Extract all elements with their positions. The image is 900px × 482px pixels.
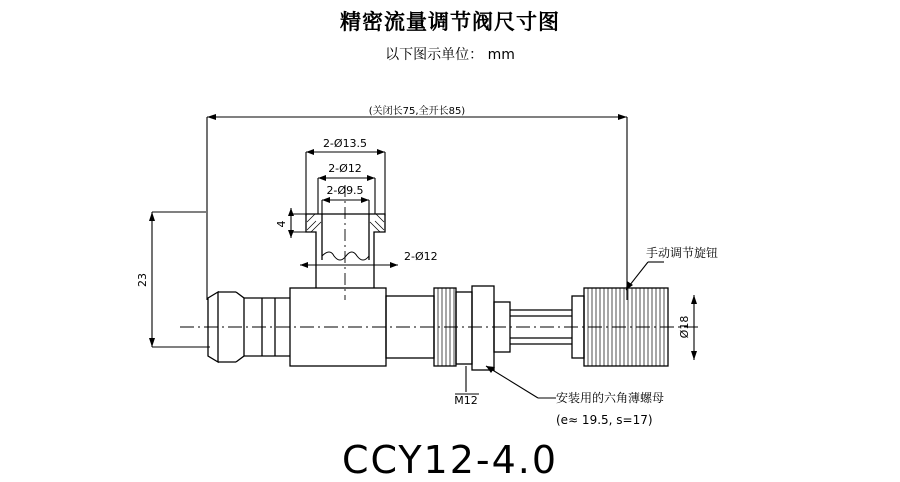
knob-diameter-dimension xyxy=(691,295,697,360)
flange-thickness-dimension xyxy=(288,208,316,238)
valve-body-outline xyxy=(208,214,668,370)
page-subtitle: 以下图示单位： mm xyxy=(385,47,515,63)
port-mid-label: 2-Ø12 xyxy=(328,162,362,175)
port-id-label: 2-Ø9.5 xyxy=(326,184,364,197)
height-dimension-23 xyxy=(149,212,210,347)
body-port-label: 2-Ø12 xyxy=(404,250,438,263)
flange-thickness-label: 4 xyxy=(275,220,288,228)
page-title: 精密流量调节阀尺寸图 xyxy=(340,10,560,34)
hexnut-callout-line2: (e≈ 19.5, s=17) xyxy=(556,413,653,427)
knob-leader xyxy=(626,262,664,290)
hexnut-callout-line1: 安装用的六角薄螺母 xyxy=(556,391,665,405)
part-number: CCY12-4.0 xyxy=(341,438,559,482)
overall-length-label: (关闭长75,全开长85) xyxy=(368,106,466,117)
port-od-label: 2-Ø13.5 xyxy=(322,137,368,150)
body-port-dimension xyxy=(300,262,398,268)
height-23-label: 23 xyxy=(136,273,149,287)
knob-callout-label: 手动调节旋钮 xyxy=(646,246,719,260)
top-port-dimensions xyxy=(306,149,385,216)
m12-label: M12 xyxy=(454,394,478,407)
overall-length-dimension xyxy=(207,114,627,300)
knob-diameter-label: Ø18 xyxy=(678,315,691,339)
hexnut-leader xyxy=(486,366,556,398)
